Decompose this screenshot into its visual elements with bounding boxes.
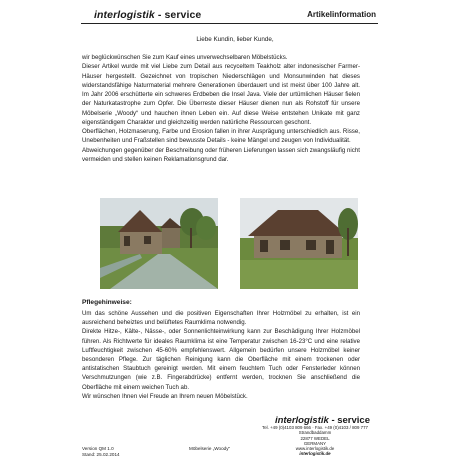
city-line: 22877 WEDEL (300, 435, 330, 441)
farmhouse-photo-right-image (240, 198, 358, 289)
website-link[interactable]: www.interlogistik.de (295, 446, 335, 452)
farmhouse-photo-left (100, 198, 218, 289)
care-heading: Pflegehinweise: (82, 299, 132, 306)
footer-small-logo: interlogistik.de (299, 451, 331, 457)
header-divider (81, 23, 378, 24)
care-paragraph: Wir wünschen Ihnen viel Freude an Ihrem neuen Möbelstück. (82, 392, 248, 400)
greeting: Liebe Kundin, lieber Kunde, (196, 36, 274, 43)
document-type-title: Artikelinformation (307, 10, 376, 19)
care-paragraph: Um das schöne Aussehen und die positiven Eigenschaften Ihrer Holzmöbel zu erhalten, ist ein ausreichend beheiztes und belüftetes Raumklima notwendig. (82, 310, 360, 327)
farmhouse-photo-left-image (100, 198, 218, 289)
country-line: GERMANY (303, 440, 327, 446)
logo-suffix: - service (157, 9, 202, 21)
footer-logo-wordmark: interlogistik (274, 415, 329, 426)
intro-paragraph: Oberflächen, Holzmaserung, Farbe und Erosion fallen in ihrer Ausprägung unterschiedlich aus. Risse, Unebenheiten und Fraßstellen sind bewusste Details - keine Mängel und zeugen von Individualität. (82, 128, 360, 145)
contact-line: Tel. +49 (0)4103 809 666 · Fax. +49 (0)4103 / 809 777 (262, 425, 368, 430)
footer-logo-suffix: - service (331, 415, 370, 426)
series-label: Möbelserie „Woody“ (189, 446, 231, 451)
company-address (260, 425, 370, 457)
intro-paragraph: Dieser Artikel wurde mit viel Liebe zum Detail aus recyceltem Teakholz alter indonesischer Farmer-Häuser hergestellt. Gezeichnet von tropischen Niederschlägen und Monsunwinden hat dieses widerstandsfähige Naturmaterial mehrere Generationen überdauert und ist meist über 100 Jahre alt. Im Jahr 2006 erschütterte ein schweres Erdbeben die Insel Java. Viele der urtümlichen Häuser fielen der Naturkatastrophe zum Opfer. Die Überreste dieser Häuser dienen nun als Rohstoff für unsere Möbelserie „Woody“ und hauchen ihnen Leben ein. Auf diese Weise entstehen Unikate mit ganz eigenständigem Charakter und gleichzeitig werden natürliche Ressourcen geschont. (82, 63, 360, 126)
farmhouse-photo-right (240, 198, 358, 289)
intro-paragraph: wir beglückwünschen Sie zum Kauf eines unverwechselbaren Möbelstücks. (82, 54, 288, 61)
care-paragraph: Direkte Hitze-, Kälte-, Nässe-, oder Sonnenlichteinwirkung kann zur Beschädigung Ihrer Holzmöbel führen. Als Richtwerte für ideales Raumklima ist eine Temperatur zwischen 16-23°C und eine relative Luftfeuchtigkeit zwischen 45-60% empfehlenswert. Allgemein bedürfen unsere Holzmöbel keiner besonderen Pflege. Zur täglichen Reinigung kann die Oberfläche mit einem trockenen oder antistatischen Staubtuch gereinigt werden. Mit einem feuchtem Tuch oder Fensterleder können Verschmutzungen (wie z.B. Fingerabdrücke) entfernt werden, trocknen Sie anschließend die Oberfläche mit einem weichen Tuch ab. (82, 328, 360, 391)
logo-wordmark: interlogistik (94, 9, 155, 21)
version-label: Version QM 1.0 (82, 446, 114, 451)
street-line: Strandbaddamm (298, 430, 332, 436)
document-version-info (82, 446, 120, 458)
intro-paragraph: Abweichungen gegenüber der Beschreibung oder früheren Lieferungen lassen sich zwangsläufig nicht vermeiden und stellen keinen Reklamationsgrund dar. (82, 146, 360, 163)
care-text (82, 309, 360, 401)
company-logo (94, 9, 201, 21)
intro-text (82, 53, 360, 164)
date-label: Stand: 25.02.2014 (82, 452, 120, 458)
